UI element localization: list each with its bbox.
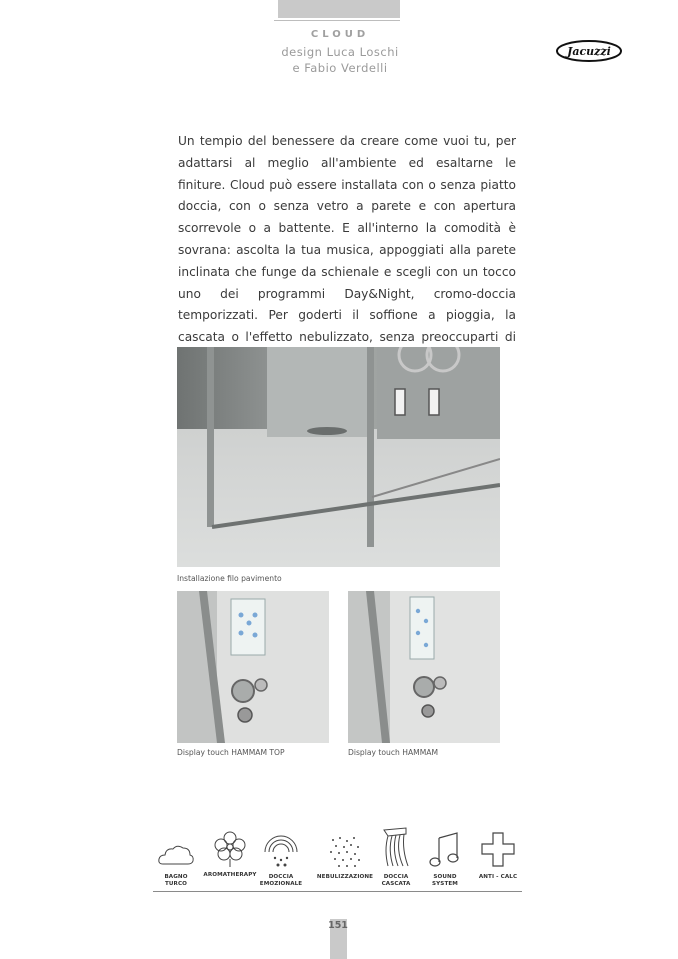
- feature-label-line2: EMOZIONALE: [259, 880, 303, 887]
- waterfall-icon: [378, 826, 414, 870]
- feature-aromatherapy: [202, 830, 258, 879]
- music-note-icon: [427, 830, 463, 870]
- shower-installation-photo: [177, 347, 500, 567]
- designer-line-1: design Luca Loschi: [281, 45, 399, 59]
- feature-nebulizzazione: [315, 830, 375, 881]
- brand-logo-text: Jacuzzi: [567, 45, 611, 58]
- feature-bagno-turco: [154, 840, 198, 887]
- feature-label-line1: SOUND SYSTEM: [432, 874, 458, 887]
- page-number: 151: [328, 920, 348, 931]
- feature-label-line1: DOCCIA: [268, 874, 294, 880]
- rainbow-shower-icon: [261, 830, 301, 870]
- feature-label-line1: BAGNO: [164, 874, 188, 880]
- feature-doccia-cascata: [374, 826, 418, 887]
- brand-logo: [556, 40, 622, 62]
- feature-sound-system: [420, 830, 470, 887]
- header-bar: [278, 0, 400, 18]
- right-photo-caption: Display touch HAMMAM: [348, 748, 438, 757]
- designer-credit: [262, 44, 418, 76]
- product-name: CLOUD: [310, 29, 370, 40]
- feature-label-line1: ANTI - CALC: [478, 874, 518, 880]
- feature-label-line2: TURCO: [164, 880, 188, 887]
- feature-label-line1: NEBULIZZAZIONE: [316, 874, 374, 880]
- cross-icon: [480, 830, 516, 870]
- feature-label-line1: AROMATHERAPY: [203, 872, 257, 878]
- display-hammam-top-photo: [177, 591, 329, 743]
- designer-line-2: e Fabio Verdelli: [292, 61, 388, 75]
- header-divider: [274, 20, 400, 21]
- intro-paragraph: Un tempio del benessere da creare come vuoi tu, per adattarsi al meglio all'ambiente ed esaltarne le finiture. Cloud può essere installata con o senza piatto doccia, con o senza vetro a parete e con apertura scorrevole o a battente. E all'interno la comodità è sovrana: ascolta la tua musica, appoggiati alla parete inclinata che funge da schienale e scegli con un tocco uno dei programmi Day&Night, cromo-doccia temporizzati. Per goderti il soffione a pioggia, la cascata o l'effetto nebulizzato, senza preoccuparti di: [178, 134, 516, 345]
- display-hammam-photo: [348, 591, 500, 743]
- feature-doccia-emozionale: [258, 830, 304, 887]
- flower-icon: [212, 830, 248, 868]
- feature-label-line1: DOCCIA: [383, 874, 409, 880]
- feature-anti-calc: [475, 830, 521, 881]
- left-photo-caption: Display touch HAMMAM TOP: [177, 748, 285, 757]
- feature-label-line2: CASCATA: [381, 880, 411, 887]
- cloud-icon: [157, 840, 195, 870]
- main-photo-caption: Installazione filo pavimento: [177, 574, 282, 583]
- mist-icon: [325, 830, 365, 870]
- footer-divider: [153, 891, 522, 892]
